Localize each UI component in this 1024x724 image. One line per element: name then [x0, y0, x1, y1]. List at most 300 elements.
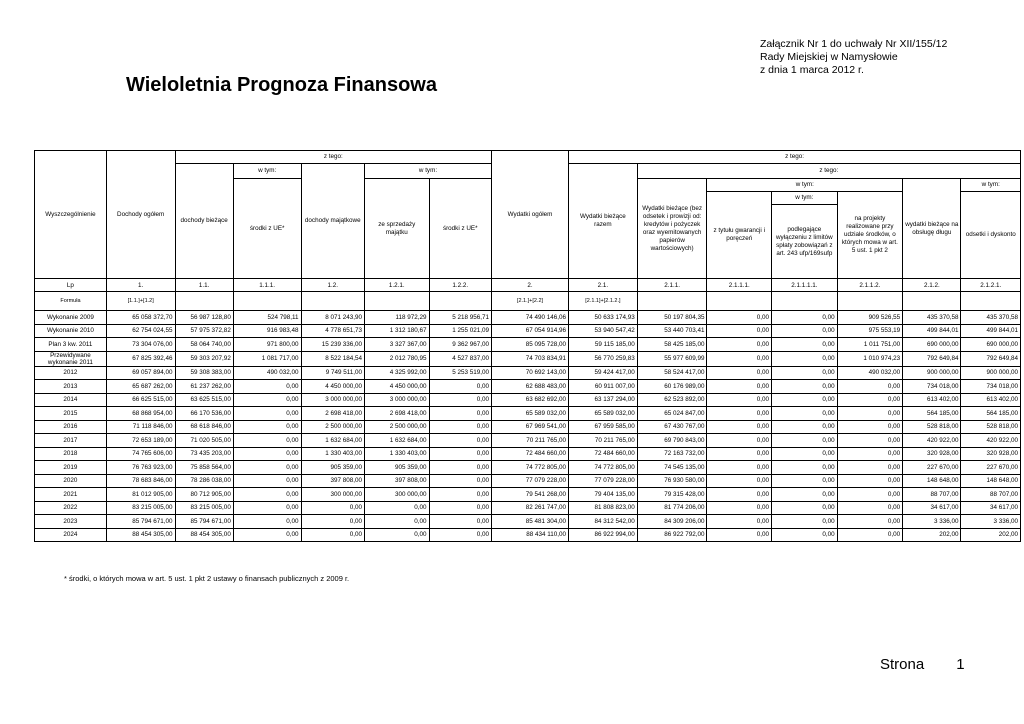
table-cell: 0,00	[772, 501, 838, 515]
table-cell: 0,00	[707, 420, 772, 434]
table-cell: 2 698 418,00	[365, 407, 430, 421]
table-cell: 397 808,00	[365, 474, 430, 488]
table-cell: 0,00	[772, 338, 838, 352]
header-ze-sprzedazy: ze sprzedaży majątku	[365, 179, 430, 279]
table-cell: 320 928,00	[961, 447, 1021, 461]
table-cell: 59 424 417,00	[569, 366, 638, 380]
table-cell: 85 095 728,00	[492, 338, 569, 352]
table-cell: 66 625 515,00	[106, 393, 175, 407]
row-label: 2016	[35, 420, 107, 434]
table-cell: 0,00	[301, 501, 365, 515]
table-cell: 65 589 032,00	[492, 407, 569, 421]
table-cell: 82 261 747,00	[492, 501, 569, 515]
table-cell: 76 763 923,00	[106, 461, 175, 475]
table-cell: 0,00	[837, 461, 903, 475]
header-na-projekty: na projekty realizowane przy udziale środków, o których mowa w art. 5 ust. 1 pkt 2	[837, 192, 903, 279]
table-cell: 0,00	[233, 447, 301, 461]
table-cell: 0,00	[429, 434, 491, 448]
table-cell: 5 253 519,00	[429, 366, 491, 380]
header-wydatki-biezace-razem: Wydatki bieżące razem	[569, 164, 638, 279]
table-cell: 1 330 403,00	[301, 447, 365, 461]
row-label: 2013	[35, 380, 107, 394]
table-cell: 0,00	[233, 528, 301, 542]
table-cell: 3 000 000,00	[365, 393, 430, 407]
table-cell: 2 698 418,00	[301, 407, 365, 421]
table-cell: 490 032,00	[233, 366, 301, 380]
header-wyszczegolnienie: Wyszczególnienie	[35, 151, 107, 279]
table-cell: 81 808 823,00	[569, 501, 638, 515]
table-cell	[233, 292, 301, 311]
table-cell: 564 185,00	[961, 407, 1021, 421]
table-cell: 0,00	[429, 393, 491, 407]
table-cell: 57 975 372,82	[175, 324, 233, 338]
table-cell: 15 239 336,00	[301, 338, 365, 352]
table-cell: 1 011 751,00	[837, 338, 903, 352]
table-cell: 60 176 989,00	[637, 380, 707, 394]
table-cell: 2.	[492, 279, 569, 292]
header-wydatki-ogolem: Wydatki ogółem	[492, 151, 569, 279]
table-cell: 88 454 305,00	[175, 528, 233, 542]
table-cell: 34 617,00	[961, 501, 1021, 515]
table-cell: 118 972,29	[365, 311, 430, 325]
table-cell: 0,00	[772, 351, 838, 366]
table-row	[35, 366, 1021, 380]
table-cell: 62 523 892,00	[637, 393, 707, 407]
row-label: 2024	[35, 528, 107, 542]
numbering-row	[35, 279, 1021, 292]
table-cell: 0,00	[429, 380, 491, 394]
table-cell: 72 653 189,00	[106, 434, 175, 448]
table-cell: 86 922 792,00	[637, 528, 707, 542]
table-cell: 4 527 837,00	[429, 351, 491, 366]
row-label: Przewidywane wykonanie 2011	[35, 351, 107, 366]
table-cell: 320 928,00	[903, 447, 961, 461]
table-cell: 63 137 294,00	[569, 393, 638, 407]
header-wydatki-z-tego: z tego:	[569, 151, 1021, 164]
table-cell	[903, 292, 961, 311]
table-cell: 71 118 846,00	[106, 420, 175, 434]
table-cell: 0,00	[707, 447, 772, 461]
table-cell: 74 765 606,00	[106, 447, 175, 461]
table-cell: 1 081 717,00	[233, 351, 301, 366]
table-cell: 2.1.	[569, 279, 638, 292]
table-cell: 420 922,00	[903, 434, 961, 448]
table-cell	[637, 292, 707, 311]
table-cell: 70 211 765,00	[569, 434, 638, 448]
table-cell: 202,00	[903, 528, 961, 542]
table-cell: 0,00	[233, 434, 301, 448]
annex-line-3: z dnia 1 marca 2012 r.	[760, 64, 864, 76]
table-row	[35, 380, 1021, 394]
table-row	[35, 338, 1021, 352]
table-cell: 84 309 206,00	[637, 515, 707, 529]
header-dochody-biezace: dochody bieżące	[175, 164, 233, 279]
table-cell: 74 772 805,00	[569, 461, 638, 475]
table-cell: 524 798,11	[233, 311, 301, 325]
table-cell: 0,00	[429, 407, 491, 421]
table-cell: 74 545 135,00	[637, 461, 707, 475]
table-cell: 0,00	[772, 420, 838, 434]
table-cell: 0,00	[837, 380, 903, 394]
table-cell: 202,00	[961, 528, 1021, 542]
table-cell: 0,00	[772, 393, 838, 407]
table-cell: 77 079 228,00	[492, 474, 569, 488]
table-cell: 0,00	[301, 515, 365, 529]
table-cell: 75 858 564,00	[175, 461, 233, 475]
table-cell: 613 402,00	[903, 393, 961, 407]
table-cell: 85 794 671,00	[106, 515, 175, 529]
footnote: * środki, o których mowa w art. 5 ust. 1 pkt 2 ustawy o finansach publicznych z 2009 r.	[64, 574, 350, 583]
table-cell: 900 000,00	[961, 366, 1021, 380]
table-cell: 0,00	[837, 501, 903, 515]
header-srodki-ue: środki z UE*	[233, 179, 301, 279]
table-cell: 0,00	[707, 407, 772, 421]
row-label: 2018	[35, 447, 107, 461]
header-w-tym: w tym:	[961, 179, 1021, 192]
table-cell: 0,00	[429, 447, 491, 461]
table-cell: 73 304 076,00	[106, 338, 175, 352]
table-row	[35, 461, 1021, 475]
table-cell: 74 703 834,91	[492, 351, 569, 366]
table-cell: 78 286 038,00	[175, 474, 233, 488]
table-cell: 0,00	[365, 501, 430, 515]
table-cell: 83 215 005,00	[175, 501, 233, 515]
row-label: 2012	[35, 366, 107, 380]
table-cell: 0,00	[707, 338, 772, 352]
table-cell: 300 000,00	[365, 488, 430, 502]
table-cell: 88 454 305,00	[106, 528, 175, 542]
table-cell: 0,00	[772, 447, 838, 461]
table-cell: 227 670,00	[903, 461, 961, 475]
table-cell: 69 790 843,00	[637, 434, 707, 448]
table-cell: 499 844,01	[961, 324, 1021, 338]
table-cell: 0,00	[707, 515, 772, 529]
table-cell: 916 983,48	[233, 324, 301, 338]
table-cell: 9 362 967,00	[429, 338, 491, 352]
table-cell	[429, 292, 491, 311]
table-cell: 67 969 541,00	[492, 420, 569, 434]
table-cell: 148 648,00	[903, 474, 961, 488]
table-cell: 734 018,00	[961, 380, 1021, 394]
table-cell: 2.1.1.1.1.	[772, 279, 838, 292]
row-label: 2022	[35, 501, 107, 515]
header-w-tym: w tym:	[772, 192, 838, 205]
table-cell: 58 425 185,00	[637, 338, 707, 352]
table-cell: 67 054 914,96	[492, 324, 569, 338]
table-cell: 74 490 146,06	[492, 311, 569, 325]
table-cell: 73 435 203,00	[175, 447, 233, 461]
table-cell: 58 524 417,00	[637, 366, 707, 380]
table-cell: 435 370,58	[961, 311, 1021, 325]
table-cell: 53 440 703,41	[637, 324, 707, 338]
table-cell: 0,00	[429, 501, 491, 515]
table-header	[35, 151, 1021, 279]
table-cell: 77 079 228,00	[569, 474, 638, 488]
table-cell: 0,00	[233, 515, 301, 529]
table-cell: 397 808,00	[301, 474, 365, 488]
table-cell: 85 794 671,00	[175, 515, 233, 529]
page-indicator	[880, 656, 965, 673]
header-dochody-ogolem: Dochody ogółem	[106, 151, 175, 279]
row-label: Formuła	[35, 292, 107, 311]
table-cell	[707, 292, 772, 311]
table-cell: 690 000,00	[903, 338, 961, 352]
table-cell: 66 170 536,00	[175, 407, 233, 421]
header-dochody-majatkowe: dochody majątkowe	[301, 164, 365, 279]
table-cell: 69 057 894,00	[106, 366, 175, 380]
table-cell: 53 940 547,42	[569, 324, 638, 338]
table-row	[35, 488, 1021, 502]
table-cell: 2.1.2.	[903, 279, 961, 292]
table-cell: 0,00	[233, 501, 301, 515]
row-label: 2020	[35, 474, 107, 488]
table-cell: 4 778 651,73	[301, 324, 365, 338]
table-cell: 76 930 580,00	[637, 474, 707, 488]
table-cell: 0,00	[772, 528, 838, 542]
table-cell: 83 215 005,00	[106, 501, 175, 515]
table-cell: [2.1.]+[2.2]	[492, 292, 569, 311]
table-cell: 0,00	[707, 380, 772, 394]
table-row	[35, 447, 1021, 461]
row-label: 2019	[35, 461, 107, 475]
table-cell: 975 553,19	[837, 324, 903, 338]
table-cell: 0,00	[301, 528, 365, 542]
annex-line-1: Załącznik Nr 1 do uchwały Nr XII/155/12	[760, 38, 948, 50]
table-cell: 0,00	[707, 501, 772, 515]
table-cell: 1.2.1.	[365, 279, 430, 292]
row-label: 2021	[35, 488, 107, 502]
table-row	[35, 474, 1021, 488]
table-cell: 55 977 609,99	[637, 351, 707, 366]
table-cell: 2 500 000,00	[365, 420, 430, 434]
table-cell: 79 315 428,00	[637, 488, 707, 502]
table-cell	[175, 292, 233, 311]
table-cell: 67 825 392,46	[106, 351, 175, 366]
table-cell: 67 959 585,00	[569, 420, 638, 434]
table-cell: 1.1.1.	[233, 279, 301, 292]
header-srodki-ue: środki z UE*	[429, 179, 491, 279]
financial-forecast-table	[34, 150, 1021, 542]
table-cell: 72 163 732,00	[637, 447, 707, 461]
table-cell: 0,00	[837, 447, 903, 461]
table-cell: 34 617,00	[903, 501, 961, 515]
table-cell: 0,00	[233, 488, 301, 502]
table-cell: 85 481 304,00	[492, 515, 569, 529]
table-cell: 900 000,00	[903, 366, 961, 380]
table-cell: 3 000 000,00	[301, 393, 365, 407]
table-cell: 0,00	[233, 380, 301, 394]
table-cell: 1 330 403,00	[365, 447, 430, 461]
row-label: 2017	[35, 434, 107, 448]
table-cell	[961, 292, 1021, 311]
table-cell: 0,00	[429, 420, 491, 434]
table-cell: 59 115 185,00	[569, 338, 638, 352]
header-w-tym: w tym:	[365, 164, 492, 179]
table-row	[35, 311, 1021, 325]
table-cell: 61 237 262,00	[175, 380, 233, 394]
table-cell: 0,00	[837, 515, 903, 529]
table-cell: 84 312 542,00	[569, 515, 638, 529]
header-obsluga-dlugu: wydatki bieżące na obsługę długu	[903, 179, 961, 279]
table-row	[35, 393, 1021, 407]
table-cell: 0,00	[837, 420, 903, 434]
table-cell: 8 071 243,90	[301, 311, 365, 325]
table-cell: 0,00	[772, 311, 838, 325]
table-cell: 2 500 000,00	[301, 420, 365, 434]
header-odsetki-dyskonto: odsetki i dyskonto	[961, 192, 1021, 279]
table-cell: 0,00	[707, 393, 772, 407]
formula-row	[35, 292, 1021, 311]
table-cell: 1 632 684,00	[365, 434, 430, 448]
table-cell: 81 774 206,00	[637, 501, 707, 515]
table-cell: 58 064 740,00	[175, 338, 233, 352]
table-cell: 0,00	[429, 474, 491, 488]
annex-note	[760, 38, 947, 77]
table-cell: 60 911 007,00	[569, 380, 638, 394]
table-cell: 79 541 268,00	[492, 488, 569, 502]
table-cell: 74 772 805,00	[492, 461, 569, 475]
table-cell: 88 707,00	[961, 488, 1021, 502]
table-cell: 62 754 024,55	[106, 324, 175, 338]
table-cell: 0,00	[837, 434, 903, 448]
row-label: Plan 3 kw. 2011	[35, 338, 107, 352]
table-cell: 490 032,00	[837, 366, 903, 380]
table-cell: 79 404 135,00	[569, 488, 638, 502]
table-cell: 62 688 483,00	[492, 380, 569, 394]
table-cell: 1.2.2.	[429, 279, 491, 292]
table-cell: 0,00	[707, 351, 772, 366]
table-cell: 528 818,00	[903, 420, 961, 434]
table-cell: 88 707,00	[903, 488, 961, 502]
header-wydatki-biezace-z-tego: z tego:	[637, 164, 1020, 179]
page-label: Strona	[880, 656, 925, 673]
table-cell: 2.1.1.	[637, 279, 707, 292]
table-cell: 0,00	[837, 474, 903, 488]
table-cell: 1 632 684,00	[301, 434, 365, 448]
header-w-tym: w tym:	[233, 164, 301, 179]
header-w-tym: w tym:	[707, 179, 903, 192]
table-cell: 3 336,00	[903, 515, 961, 529]
header-z-tytulu-gwarancji: z tytułu gwarancji i poręczeń	[707, 192, 772, 279]
table-cell: 67 430 767,00	[637, 420, 707, 434]
table-cell: [2.1.1]+[2.1.2.]	[569, 292, 638, 311]
table-cell: 0,00	[233, 393, 301, 407]
table-cell: 300 000,00	[301, 488, 365, 502]
table-cell: 63 682 692,00	[492, 393, 569, 407]
table-cell: 65 687 262,00	[106, 380, 175, 394]
table-row	[35, 351, 1021, 366]
row-label: Wykonanie 2009	[35, 311, 107, 325]
table-cell: 9 749 511,00	[301, 366, 365, 380]
table-cell: 86 922 994,00	[569, 528, 638, 542]
table-cell: 2 012 780,95	[365, 351, 430, 366]
table-cell: 65 589 032,00	[569, 407, 638, 421]
table-cell: 0,00	[772, 474, 838, 488]
table-cell: [1.1.]+[1.2]	[106, 292, 175, 311]
table-row	[35, 528, 1021, 542]
table-cell: 1.2.	[301, 279, 365, 292]
table-cell: 4 325 992,00	[365, 366, 430, 380]
table-cell: 56 987 128,80	[175, 311, 233, 325]
table-cell: 792 649,84	[961, 351, 1021, 366]
table-cell: 71 020 505,00	[175, 434, 233, 448]
table-cell: 1 255 021,09	[429, 324, 491, 338]
table-cell: 613 402,00	[961, 393, 1021, 407]
table-cell: 0,00	[707, 324, 772, 338]
table-cell: 0,00	[707, 311, 772, 325]
document-title: Wieloletnia Prognoza Finansowa	[126, 74, 437, 96]
table-cell: 0,00	[707, 528, 772, 542]
table-cell: 65 058 372,70	[106, 311, 175, 325]
table-cell: 0,00	[429, 515, 491, 529]
table-cell: 0,00	[429, 461, 491, 475]
page-number: 1	[956, 656, 965, 673]
table-cell: 0,00	[837, 528, 903, 542]
table-cell: 1.1.	[175, 279, 233, 292]
row-label: 2015	[35, 407, 107, 421]
table-cell	[365, 292, 430, 311]
table-cell: 792 649,84	[903, 351, 961, 366]
table-cell: 1.	[106, 279, 175, 292]
table-row	[35, 407, 1021, 421]
table-row	[35, 420, 1021, 434]
table-cell: 0,00	[707, 434, 772, 448]
table-cell: 3 327 367,00	[365, 338, 430, 352]
table-cell	[772, 292, 838, 311]
row-label: 2014	[35, 393, 107, 407]
table-cell: 690 000,00	[961, 338, 1021, 352]
table-cell: 0,00	[233, 407, 301, 421]
table-row	[35, 501, 1021, 515]
table-cell: 905 359,00	[301, 461, 365, 475]
table-cell: 0,00	[429, 488, 491, 502]
table-cell: 5 218 956,71	[429, 311, 491, 325]
table-cell: 3 336,00	[961, 515, 1021, 529]
table-row	[35, 515, 1021, 529]
table-body	[35, 279, 1021, 542]
header-wydatki-bez-odsetek: Wydatki bieżące (bez odsetek i prowizji od: kredytów i pożyczek oraz wyemitowanych papierów wartościowych)	[637, 179, 707, 279]
table-cell: 2.1.2.1.	[961, 279, 1021, 292]
table-cell: 59 303 207,92	[175, 351, 233, 366]
table-cell: 148 648,00	[961, 474, 1021, 488]
table-cell: 2.1.1.1.	[707, 279, 772, 292]
table-cell: 56 770 259,83	[569, 351, 638, 366]
table-cell: 50 197 804,35	[637, 311, 707, 325]
row-label: 2023	[35, 515, 107, 529]
table-cell: 971 800,00	[233, 338, 301, 352]
table-cell: 0,00	[429, 528, 491, 542]
table-cell: 0,00	[772, 515, 838, 529]
table-cell: 0,00	[233, 420, 301, 434]
table-cell: 72 484 660,00	[569, 447, 638, 461]
header-podlegajace-wylaczeniu: podlegające wyłączeniu z limitów spłaty zobowiązań z art. 243 ufp/169sufp	[772, 205, 838, 279]
table-cell: 65 024 847,00	[637, 407, 707, 421]
table-cell: 0,00	[837, 407, 903, 421]
table-cell: 1 312 180,67	[365, 324, 430, 338]
row-label: Wykonanie 2010	[35, 324, 107, 338]
table-cell: 0,00	[233, 461, 301, 475]
table-cell: 0,00	[233, 474, 301, 488]
header-dochody-z-tego: z tego:	[175, 151, 491, 164]
table-cell: 78 683 846,00	[106, 474, 175, 488]
table-cell: 905 359,00	[365, 461, 430, 475]
annex-line-2: Rady Miejskiej w Namysłowie	[760, 51, 898, 63]
table-cell: 227 670,00	[961, 461, 1021, 475]
table-cell: 0,00	[772, 434, 838, 448]
table-cell: 4 450 000,00	[301, 380, 365, 394]
table-cell: 0,00	[707, 461, 772, 475]
table-cell: 909 526,55	[837, 311, 903, 325]
